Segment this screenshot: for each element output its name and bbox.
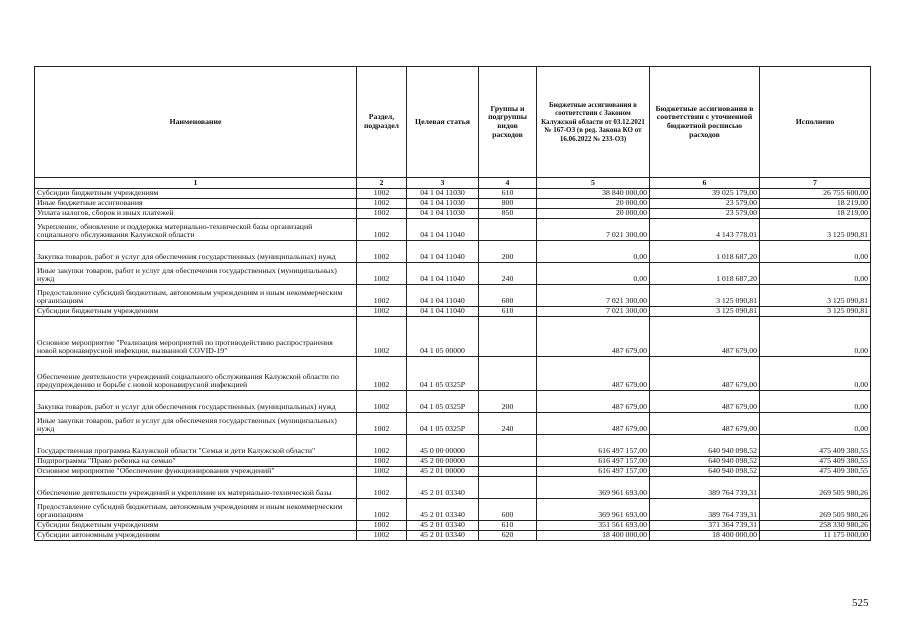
row-section: 1002	[357, 317, 407, 357]
row-target: 04 1 05 0325Р	[407, 357, 479, 391]
row-refined-amount: 3 125 090,81	[650, 307, 760, 317]
row-group	[479, 219, 537, 241]
row-executed-amount: 269 505 980,26	[760, 499, 871, 521]
row-law-amount: 616 497 157,00	[537, 457, 650, 467]
row-group	[479, 477, 537, 499]
row-name: Государственная программа Калужской области "Семья и дети Калужской области"	[35, 435, 357, 457]
row-target: 04 1 04 11030	[407, 189, 479, 199]
row-target: 04 1 04 11030	[407, 199, 479, 209]
row-law-amount: 7 021 300,00	[537, 307, 650, 317]
row-group: 600	[479, 285, 537, 307]
row-name: Укрепление, обновление и поддержка материально-технической базы организаций социального обслуживания Калужской области	[35, 219, 357, 241]
row-executed-amount: 18 219,00	[760, 199, 871, 209]
row-executed-amount: 26 755 600,00	[760, 189, 871, 199]
col-number: 3	[407, 178, 479, 189]
header-executed: Исполнено	[760, 67, 871, 178]
row-executed-amount: 3 125 090,81	[760, 307, 871, 317]
row-section: 1002	[357, 413, 407, 435]
row-target: 45 2 01 03340	[407, 477, 479, 499]
row-executed-amount: 475 409 380,55	[760, 467, 871, 477]
row-target: 04 1 04 11040	[407, 241, 479, 263]
row-law-amount: 351 561 693,00	[537, 521, 650, 531]
col-number: 1	[35, 178, 357, 189]
row-section: 1002	[357, 391, 407, 413]
table-row	[35, 189, 871, 199]
budget-table	[34, 66, 871, 541]
row-target: 04 1 04 11040	[407, 263, 479, 285]
header-name: Наименование	[35, 67, 357, 178]
row-section: 1002	[357, 219, 407, 241]
row-executed-amount: 258 330 980,26	[760, 521, 871, 531]
row-target: 04 1 05 0325Р	[407, 391, 479, 413]
row-executed-amount: 0,00	[760, 241, 871, 263]
row-executed-amount: 269 505 980,26	[760, 477, 871, 499]
row-target: 45 2 01 03340	[407, 531, 479, 541]
row-law-amount: 487 679,00	[537, 391, 650, 413]
table-row	[35, 467, 871, 477]
table-header-row	[35, 67, 871, 178]
page-number: 525	[852, 597, 869, 609]
row-law-amount: 487 679,00	[537, 317, 650, 357]
column-number-row	[35, 178, 871, 189]
table-row	[35, 531, 871, 541]
row-section: 1002	[357, 199, 407, 209]
table-row	[35, 263, 871, 285]
row-target: 04 1 04 11040	[407, 219, 479, 241]
row-refined-amount: 23 579,00	[650, 199, 760, 209]
row-section: 1002	[357, 499, 407, 521]
table-row	[35, 209, 871, 219]
row-refined-amount: 640 940 098,52	[650, 457, 760, 467]
row-target: 45 2 01 03340	[407, 499, 479, 521]
row-target: 45 0 00 00000	[407, 435, 479, 457]
row-refined-amount: 23 579,00	[650, 209, 760, 219]
row-refined-amount: 4 143 778,01	[650, 219, 760, 241]
row-target: 04 1 04 11030	[407, 209, 479, 219]
table-row	[35, 521, 871, 531]
row-group	[479, 435, 537, 457]
row-section: 1002	[357, 241, 407, 263]
row-name: Обеспечение деятельности учреждений социального обслуживания Калужской области по предупреждению и борьбе с новой коронавирусной инфекцией	[35, 357, 357, 391]
row-section: 1002	[357, 435, 407, 457]
row-law-amount: 487 679,00	[537, 357, 650, 391]
row-name: Обеспечение деятельности учреждений и укрепление их материально-технической базы	[35, 477, 357, 499]
row-law-amount: 38 840 000,00	[537, 189, 650, 199]
row-section: 1002	[357, 285, 407, 307]
row-law-amount: 20 000,00	[537, 209, 650, 219]
row-section: 1002	[357, 209, 407, 219]
row-name: Предоставление субсидий бюджетным, автономным учреждениям и иным некоммерческим организациям	[35, 285, 357, 307]
row-refined-amount: 1 018 687,20	[650, 263, 760, 285]
row-group	[479, 357, 537, 391]
row-section: 1002	[357, 467, 407, 477]
row-refined-amount: 39 025 179,00	[650, 189, 760, 199]
row-refined-amount: 371 364 739,31	[650, 521, 760, 531]
header-refined-allocations: Бюджетные ассигнования в соответствии с уточненной бюджетной росписью расходов	[650, 67, 760, 178]
row-executed-amount: 3 125 090,81	[760, 219, 871, 241]
table-row	[35, 317, 871, 357]
row-executed-amount: 0,00	[760, 413, 871, 435]
table-row	[35, 457, 871, 467]
row-name: Предоставление субсидий бюджетным, автономным учреждениям и иным некоммерческим организациям	[35, 499, 357, 521]
table-row	[35, 219, 871, 241]
row-section: 1002	[357, 189, 407, 199]
row-law-amount: 7 021 300,00	[537, 285, 650, 307]
row-group: 600	[479, 499, 537, 521]
table-row	[35, 435, 871, 457]
col-number: 2	[357, 178, 407, 189]
row-target: 45 2 01 03340	[407, 521, 479, 531]
row-target: 45 2 01 00000	[407, 467, 479, 477]
row-executed-amount: 3 125 090,81	[760, 285, 871, 307]
row-executed-amount: 18 219,00	[760, 209, 871, 219]
row-refined-amount: 1 018 687,20	[650, 241, 760, 263]
row-name: Иные бюджетные ассигнования	[35, 199, 357, 209]
row-group	[479, 467, 537, 477]
row-section: 1002	[357, 357, 407, 391]
row-section: 1002	[357, 457, 407, 467]
table-row	[35, 285, 871, 307]
row-law-amount: 20 000,00	[537, 199, 650, 209]
col-number: 7	[760, 178, 871, 189]
row-group: 620	[479, 531, 537, 541]
row-section: 1002	[357, 521, 407, 531]
row-law-amount: 18 400 000,00	[537, 531, 650, 541]
row-target: 04 1 05 00000	[407, 317, 479, 357]
row-name: Подпрограмма "Право ребенка на семью"	[35, 457, 357, 467]
row-executed-amount: 0,00	[760, 317, 871, 357]
row-name: Иные закупки товаров, работ и услуг для обеспечения государственных (муниципальных) нужд	[35, 263, 357, 285]
row-name: Субсидии автономным учреждениям	[35, 531, 357, 541]
row-name: Субсидии бюджетным учреждениям	[35, 521, 357, 531]
table-body	[35, 189, 871, 541]
row-refined-amount: 640 940 098,52	[650, 467, 760, 477]
row-refined-amount: 487 679,00	[650, 357, 760, 391]
table-row	[35, 413, 871, 435]
row-law-amount: 7 021 300,00	[537, 219, 650, 241]
row-refined-amount: 487 679,00	[650, 391, 760, 413]
row-law-amount: 487 679,00	[537, 413, 650, 435]
row-law-amount: 0,00	[537, 263, 650, 285]
row-section: 1002	[357, 307, 407, 317]
table-row	[35, 199, 871, 209]
row-law-amount: 369 961 693,00	[537, 477, 650, 499]
row-name: Основное мероприятие "Обеспечение функционирования учреждений"	[35, 467, 357, 477]
header-groups: Группы и подгруппы видов расходов	[479, 67, 537, 178]
row-group: 610	[479, 307, 537, 317]
row-executed-amount: 475 409 380,55	[760, 457, 871, 467]
row-name: Субсидии бюджетным учреждениям	[35, 189, 357, 199]
row-refined-amount: 640 940 098,52	[650, 435, 760, 457]
header-target: Целевая статья	[407, 67, 479, 178]
table-row	[35, 499, 871, 521]
row-law-amount: 616 497 157,00	[537, 435, 650, 457]
row-executed-amount: 0,00	[760, 357, 871, 391]
row-refined-amount: 389 764 739,31	[650, 499, 760, 521]
row-executed-amount: 0,00	[760, 391, 871, 413]
row-group: 200	[479, 241, 537, 263]
row-group: 200	[479, 391, 537, 413]
row-name: Закупка товаров, работ и услуг для обеспечения государственных (муниципальных) нужд	[35, 391, 357, 413]
table-row	[35, 241, 871, 263]
row-group	[479, 317, 537, 357]
table-row	[35, 477, 871, 499]
row-executed-amount: 0,00	[760, 263, 871, 285]
row-group: 240	[479, 263, 537, 285]
col-number: 5	[537, 178, 650, 189]
row-name: Основное мероприятие "Реализация мероприятий по противодействию распространения новой коронавирусной инфекции, вызванной COVID-19"	[35, 317, 357, 357]
row-group: 610	[479, 189, 537, 199]
table-row	[35, 391, 871, 413]
row-law-amount: 369 961 693,00	[537, 499, 650, 521]
row-refined-amount: 18 400 000,00	[650, 531, 760, 541]
row-law-amount: 0,00	[537, 241, 650, 263]
header-law-allocations: Бюджетные ассигнования в соответствии с Законом Калужской области от 03.12.2021 № 167-ОЗ (в ред. Закона КО от 16.06.2022 № 233-ОЗ)	[537, 67, 650, 178]
row-name: Закупка товаров, работ и услуг для обеспечения государственных (муниципальных) нужд	[35, 241, 357, 263]
row-name: Уплата налогов, сборов и иных платежей	[35, 209, 357, 219]
row-group: 240	[479, 413, 537, 435]
row-target: 04 1 04 11040	[407, 285, 479, 307]
row-target: 04 1 04 11040	[407, 307, 479, 317]
col-number: 6	[650, 178, 760, 189]
row-refined-amount: 487 679,00	[650, 413, 760, 435]
header-section: Раздел, подраздел	[357, 67, 407, 178]
row-name: Субсидии бюджетным учреждениям	[35, 307, 357, 317]
row-name: Иные закупки товаров, работ и услуг для обеспечения государственных (муниципальных) нужд	[35, 413, 357, 435]
row-executed-amount: 475 409 380,55	[760, 435, 871, 457]
row-target: 45 2 00 00000	[407, 457, 479, 467]
row-law-amount: 616 497 157,00	[537, 467, 650, 477]
row-section: 1002	[357, 531, 407, 541]
row-section: 1002	[357, 263, 407, 285]
row-refined-amount: 3 125 090,81	[650, 285, 760, 307]
col-number: 4	[479, 178, 537, 189]
row-group: 850	[479, 209, 537, 219]
row-target: 04 1 05 0325Р	[407, 413, 479, 435]
row-group: 610	[479, 521, 537, 531]
row-group	[479, 457, 537, 467]
row-section: 1002	[357, 477, 407, 499]
table-row	[35, 357, 871, 391]
table-row	[35, 307, 871, 317]
row-executed-amount: 11 175 000,00	[760, 531, 871, 541]
row-group: 800	[479, 199, 537, 209]
row-refined-amount: 487 679,00	[650, 317, 760, 357]
row-refined-amount: 389 764 739,31	[650, 477, 760, 499]
